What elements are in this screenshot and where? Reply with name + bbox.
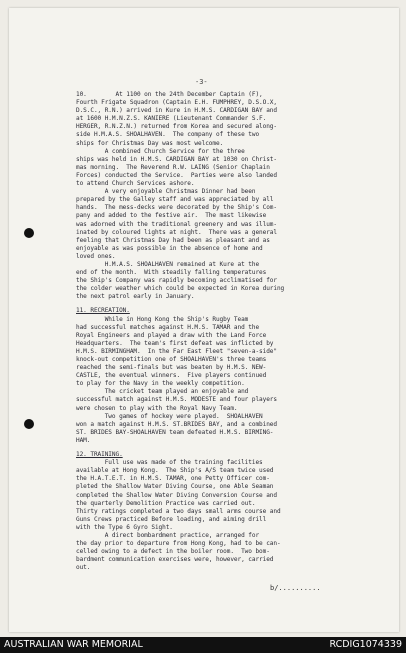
text-line: the colder weather which could be expected in Korea during xyxy=(76,285,285,293)
text-line: ships was held in H.M.S. CARDIGAN BAY at 1030 on Christ- xyxy=(76,155,277,163)
text-line: at 1600 H.M.N.Z.S. KANIERE (Lieutenant Commander S.F. xyxy=(76,115,267,123)
text-line: enjoyable as was possible in the absence of home and xyxy=(76,244,263,252)
text-line: the next patrol early in January. xyxy=(76,293,195,301)
text-line: D.S.C., R.N.) arrived in Kure in H.M.S. CARDIGAN BAY and xyxy=(76,107,277,115)
text-line: the H.A.T.E.T. in H.M.S. TAMAR, one Petty Officer com- xyxy=(76,475,270,483)
text-line: H.M.S. BIRMINGHAM. In the Far East Fleet "seven-a-side" xyxy=(76,347,277,355)
page-number: -3- xyxy=(195,78,208,86)
text-line: Headquarters. The team's first defeat was inflicted by xyxy=(76,339,274,347)
text-line: A direct bombardment practice, arranged for xyxy=(76,531,260,539)
text-line: mas morning. The Reverend R.W. LAING (Senior Chaplain xyxy=(76,163,270,171)
text-line: Royal Engineers and played a draw with the Land Force xyxy=(76,331,267,339)
text-line: the day prior to departure from Hong Kong, had to be can- xyxy=(76,540,281,548)
punch-hole xyxy=(24,228,34,238)
text-line: H.M.A.S. SHOALHAVEN remained at Kure at the xyxy=(76,260,260,268)
text-line: CASTLE, the eventual winners. Five players continued xyxy=(76,372,267,380)
section-heading: 12. TRAINING. xyxy=(76,451,123,459)
text-line: side H.M.A.S. SHOALHAVEN. The company of these two xyxy=(76,131,260,139)
text-line: bardment communication exercises were, however, carried xyxy=(76,556,274,564)
text-line: ST. BRIDES BAY-SHOALHAVEN team defeated H.M.S. BIRMING- xyxy=(76,428,274,436)
text-line: available at Hong Kong. The Ship's A/S team twice used xyxy=(76,467,274,475)
text-line: A very enjoyable Christmas Dinner had been xyxy=(76,188,256,196)
text-line: successful match against H.M.S. MODESTE and four players xyxy=(76,396,277,404)
text-line: was adorned with the traditional greenery and was illum- xyxy=(76,220,277,228)
text-line: Forces) conducted the Service. Parties were also landed xyxy=(76,171,277,179)
text-line: inated by coloured lights at night. There was a general xyxy=(76,228,277,236)
text-line: out. xyxy=(76,564,91,572)
text-line: hands. The mess-decks were decorated by the Ship's Com- xyxy=(76,204,277,212)
text-line: 10. At 1100 on the 24th December Captain (F), xyxy=(76,91,263,98)
punch-hole xyxy=(24,419,34,429)
text-line: end of the month. With steadily falling temperatures xyxy=(76,269,267,277)
text-line: Full use was made of the training facilities xyxy=(76,459,263,467)
text-line: A combined Church Service for the three xyxy=(76,147,245,155)
text-line: with the Type 6 Gyro Sight. xyxy=(76,523,173,531)
text-line: ships for Christmas Day was most welcome. xyxy=(76,139,224,147)
archive-footer xyxy=(0,637,406,653)
text-line: HERGER, R.N.Z.N.) returned from Korea and secured along- xyxy=(76,123,277,131)
text-line: Fourth Frigate Squadron (Captain E.H. FUMPHREY, D.S.O.X, xyxy=(76,99,277,107)
continuation-marker: b/.......... xyxy=(270,584,321,592)
text-line: Thirty ratings completed a two days small arms course and xyxy=(76,507,281,515)
text-line: had successful matches against H.M.S. TAMAR and the xyxy=(76,323,260,331)
text-line: the quarterly Demolition Practice was carried out. xyxy=(76,499,256,507)
text-line: the Ship's Company was rapidly becoming acclimatised for xyxy=(76,277,277,285)
text-line: The cricket team played an enjoyable and xyxy=(76,388,249,396)
text-line: loved ones. xyxy=(76,252,116,260)
text-line: celled owing to a defect in the boiler room. Two bom- xyxy=(76,548,270,556)
text-line: to attend Church Services ashore. xyxy=(76,180,195,188)
text-line: Two games of hockey were played. SHOALHAVEN xyxy=(76,412,263,420)
section-heading: 11. RECREATION. xyxy=(76,307,130,315)
text-line: HAM. xyxy=(76,436,91,444)
text-line: to play for the Navy in the weekly competition. xyxy=(76,380,245,388)
text-line: Guns Crews practiced Before loading, and aiming drill xyxy=(76,515,267,523)
text-line: knock-out competition one of SHOALHAVEN's three teams xyxy=(76,356,267,363)
document-body xyxy=(76,91,386,572)
text-line: pany and added to the festive air. The mast likewise xyxy=(76,212,267,220)
text-line: won a match against H.M.S. ST.BRIDES BAY, and a combined xyxy=(76,420,277,428)
text-line: pleted the Shallow Water Diving Course, one Able Seaman xyxy=(76,483,274,491)
text-line: were chosen to play with the Royal Navy Team. xyxy=(76,404,238,412)
footer-record-id: RCDIG1074339 xyxy=(329,639,402,650)
text-line: reached the semi-finals but was beaten by H.M.S. NEW- xyxy=(76,364,267,372)
text-line: prepared by the Galley staff and was appreciated by all xyxy=(76,196,274,204)
text-line: While in Hong Kong the Ship's Rugby Team xyxy=(76,315,249,323)
footer-source: AUSTRALIAN WAR MEMORIAL xyxy=(4,639,143,650)
text-line: completed the Shallow Water Diving Conversion Course and xyxy=(76,491,277,499)
text-line: feeling that Christmas Day had been as pleasant and as xyxy=(76,236,270,244)
